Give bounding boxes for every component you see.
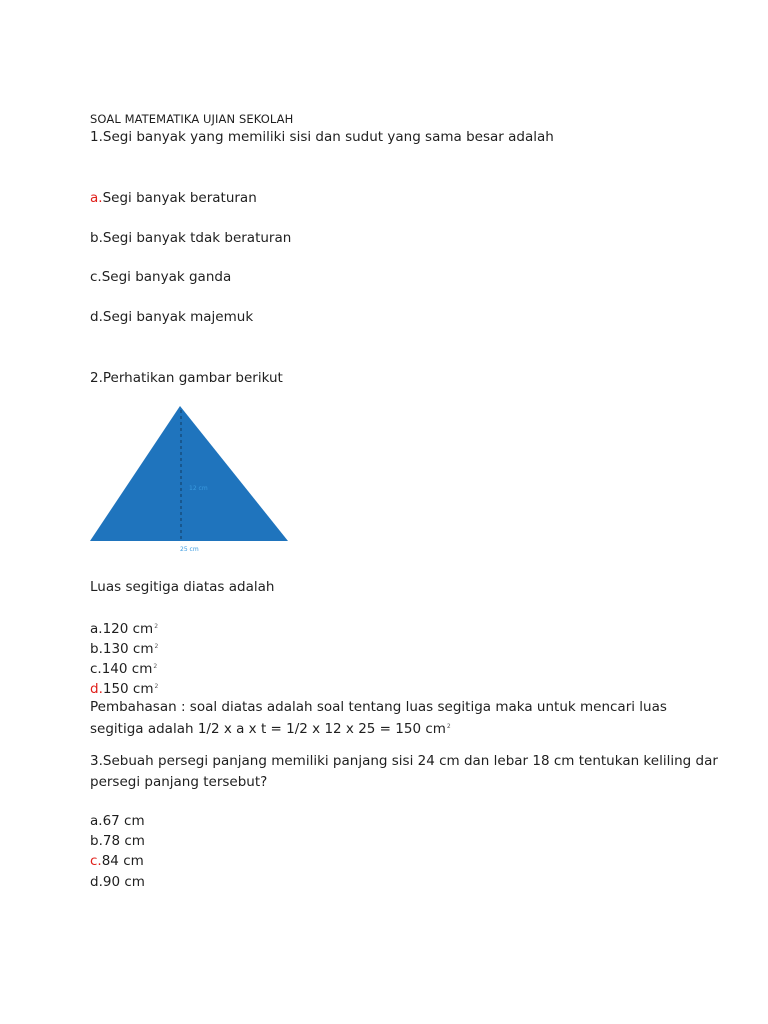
q1-option-a <box>90 189 257 207</box>
q1-option-d-text: Segi banyak majemuk <box>102 309 254 325</box>
q2-option-d-letter: d. <box>90 681 103 697</box>
q1-option-c-text: Segi banyak ganda <box>101 269 232 285</box>
question-3-text-line-2: persegi panjang tersebut? <box>90 774 268 790</box>
triangle-figure <box>88 404 292 556</box>
q1-option-d <box>90 308 253 326</box>
q3-option-a-letter: a. <box>90 813 103 829</box>
q2-option-d <box>90 678 158 698</box>
question-2-prompt: Luas segitiga diatas adalah <box>90 579 275 595</box>
question-2-text: 2.Perhatikan gambar berikut <box>90 370 283 386</box>
q2-option-d-text: 150 cm <box>102 681 154 697</box>
q2-option-c-sup: 2 <box>153 663 158 670</box>
q3-option-c-letter: c. <box>90 853 102 869</box>
q3-option-b-letter: b. <box>90 833 103 849</box>
q1-option-b-letter: b. <box>90 230 103 246</box>
q1-option-c <box>90 268 231 286</box>
q1-option-a-letter: a. <box>90 190 103 206</box>
q3-option-b <box>90 832 145 850</box>
q3-option-d <box>90 873 145 891</box>
q1-option-d-letter: d. <box>90 309 103 325</box>
q2-explanation-line-2-text: segitiga adalah 1/2 x a x t = 1/2 x 12 x 25 = 150 cm <box>90 721 446 737</box>
q2-option-a-text: 120 cm <box>102 621 154 637</box>
q2-option-c-letter: c. <box>90 661 102 677</box>
q2-explanation-line-2 <box>90 718 451 738</box>
q3-option-a-text: 67 cm <box>102 813 145 829</box>
base-label: 25 cm <box>180 546 199 553</box>
q3-option-c-text: 84 cm <box>101 853 144 869</box>
q1-option-b-text: Segi banyak tdak beraturan <box>102 230 292 246</box>
q2-option-d-sup: 2 <box>154 683 159 690</box>
q1-option-c-letter: c. <box>90 269 102 285</box>
q2-option-c-text: 140 cm <box>101 661 153 677</box>
q2-option-b-text: 130 cm <box>102 641 154 657</box>
q2-option-b <box>90 638 158 658</box>
q3-option-d-text: 90 cm <box>102 874 145 890</box>
q2-option-a <box>90 618 158 638</box>
q1-option-a-text: Segi banyak beraturan <box>102 190 257 206</box>
q2-option-a-letter: a. <box>90 621 103 637</box>
q2-explanation-sup: 2 <box>446 723 451 730</box>
triangle-shape <box>90 406 288 541</box>
q3-option-d-letter: d. <box>90 874 103 890</box>
triangle-svg <box>88 404 292 556</box>
q2-option-a-sup: 2 <box>154 623 159 630</box>
document-heading: SOAL MATEMATIKA UJIAN SEKOLAH <box>90 112 294 126</box>
q2-option-c <box>90 658 157 678</box>
height-label: 12 cm <box>189 485 208 492</box>
q1-option-b <box>90 229 291 247</box>
q3-option-b-text: 78 cm <box>102 833 145 849</box>
q2-explanation-line-1: Pembahasan : soal diatas adalah soal tentang luas segitiga maka untuk mencari luas <box>90 699 667 715</box>
q3-option-c <box>90 852 144 870</box>
question-1-text: 1.Segi banyak yang memiliki sisi dan sudut yang sama besar adalah <box>90 129 554 145</box>
q2-option-b-sup: 2 <box>154 643 159 650</box>
q2-option-b-letter: b. <box>90 641 103 657</box>
q3-option-a <box>90 812 145 830</box>
question-3-text-line-1: 3.Sebuah persegi panjang memiliki panjang sisi 24 cm dan lebar 18 cm tentukan keliling dar <box>90 753 718 769</box>
